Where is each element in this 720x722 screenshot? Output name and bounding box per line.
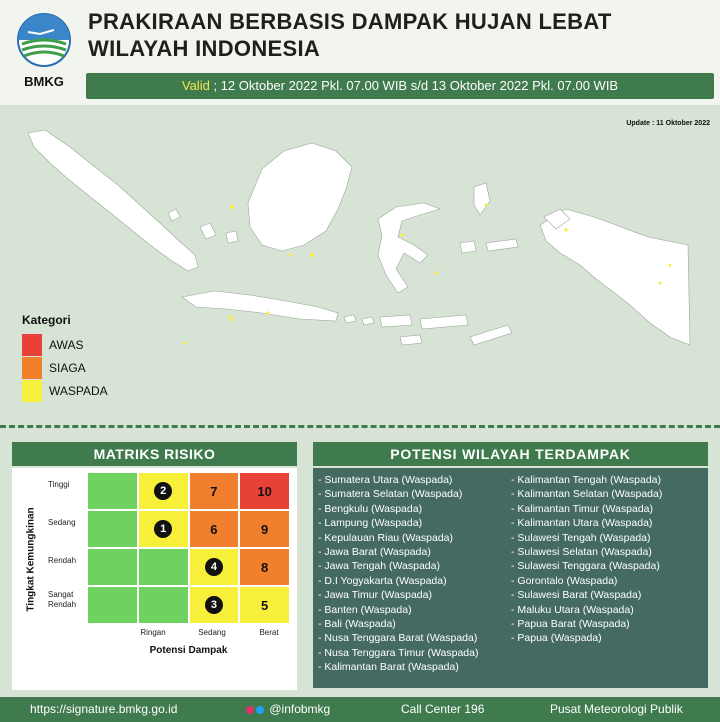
island-bangka — [200, 223, 216, 239]
matrix-cell — [239, 548, 290, 586]
matrix-x-axis-label: Potensi Dampak — [149, 645, 228, 656]
list-item: - Kalimantan Barat (Waspada) — [318, 661, 459, 674]
island-sulawesi — [378, 203, 440, 293]
matrix-cell — [189, 510, 240, 548]
potensi-title: POTENSI WILAYAH TERDAMPAK — [313, 442, 708, 466]
island-bali — [344, 315, 356, 323]
matrix-value: 8 — [261, 559, 269, 575]
list-item: - Papua Barat (Waspada) — [511, 617, 630, 630]
row-label-rendah: Rendah — [48, 556, 77, 565]
matrix-title: MATRIKS RISIKO — [12, 442, 297, 466]
matrix-badge: 1 — [154, 520, 172, 538]
island-sumatra — [28, 130, 198, 271]
matrix-cell — [138, 548, 189, 586]
matrix-value: 6 — [210, 521, 218, 537]
instagram-icon — [246, 706, 254, 714]
footer-social[interactable] — [246, 697, 330, 722]
list-item: - Kepulauan Riau (Waspada) — [318, 531, 454, 544]
list-item: - Gorontalo (Waspada) — [511, 574, 618, 587]
footer — [0, 697, 720, 722]
island-lombok — [362, 317, 374, 325]
matrix-cell — [189, 472, 240, 510]
matrix-cell — [189, 548, 240, 586]
valid-period-text: ; 12 Oktober 2022 Pkl. 07.00 WIB s/d 13 Oktober 2022 Pkl. 07.00 WIB — [209, 78, 619, 93]
list-item: - Sulawesi Barat (Waspada) — [511, 589, 642, 602]
legend-item-siaga — [22, 356, 108, 379]
legend-label-awas: AWAS — [49, 337, 84, 352]
matrix-cell — [87, 472, 138, 510]
potensi-column-2 — [511, 473, 662, 646]
matrix-value: 5 — [261, 597, 269, 613]
row-label-sedang: Sedang — [48, 518, 76, 527]
list-item: - Sulawesi Tengah (Waspada) — [511, 531, 651, 544]
title-line-2: WILAYAH INDONESIA — [88, 36, 321, 61]
section-divider — [0, 425, 720, 429]
list-item: - Kalimantan Selatan (Waspada) — [511, 488, 663, 501]
list-item: - Sulawesi Selatan (Waspada) — [511, 545, 652, 558]
list-item: - Jawa Tengah (Waspada) — [318, 560, 440, 573]
potensi-column-1 — [318, 473, 478, 674]
row-label-tinggi: Tinggi — [48, 480, 70, 489]
update-date: Update : 11 Oktober 2022 — [626, 120, 710, 127]
footer-org: Pusat Meteorologi Publik — [550, 702, 683, 716]
legend-swatch-siaga — [22, 357, 42, 379]
island-belitung — [226, 231, 238, 243]
matrix-cell — [87, 510, 138, 548]
matrix-cell — [239, 472, 290, 510]
list-item: - Kalimantan Tengah (Waspada) — [511, 474, 661, 486]
valid-label: Valid — [181, 78, 210, 93]
island-seram — [486, 239, 518, 251]
island-flores — [420, 315, 468, 329]
logo-text: BMKG — [24, 74, 64, 89]
legend-label-waspada: WASPADA — [49, 383, 108, 398]
matrix-badge: 4 — [205, 558, 223, 576]
list-item: - Nusa Tenggara Barat (Waspada) — [318, 632, 478, 645]
col-label-sedang: Sedang — [198, 628, 226, 637]
matrix-cell — [239, 510, 290, 548]
matrix-value: 9 — [261, 521, 269, 537]
list-item: - Maluku Utara (Waspada) — [511, 603, 634, 616]
island-buru — [460, 241, 476, 253]
island-kalimantan — [248, 143, 352, 251]
legend-label-siaga: SIAGA — [49, 360, 86, 375]
matrix-cell — [239, 586, 290, 624]
list-item: - Jawa Barat (Waspada) — [318, 545, 431, 558]
matrix-cell — [138, 586, 189, 624]
col-label-berat: Berat — [259, 628, 279, 637]
island-sumba — [400, 335, 422, 345]
matrix-value: 7 — [210, 483, 218, 499]
island-java — [182, 291, 338, 321]
list-item: - Sumatera Selatan (Waspada) — [318, 488, 463, 501]
list-item: - Papua (Waspada) — [511, 632, 602, 645]
potensi-list — [313, 468, 708, 688]
title-line-1: PRAKIRAAN BERBASIS DAMPAK HUJAN LEBAT — [88, 9, 612, 34]
list-item: - D.I Yogyakarta (Waspada) — [318, 574, 447, 587]
twitter-icon — [256, 706, 264, 714]
matrix-y-axis-label: Tingkat Kemungkinan — [25, 507, 37, 612]
list-item: - Bali (Waspada) — [318, 617, 396, 630]
bmkg-logo-icon — [10, 12, 78, 74]
matrix-badge: 3 — [205, 596, 223, 614]
list-item: - Sumatera Utara (Waspada) — [318, 474, 453, 486]
list-item: - Jawa Timur (Waspada) — [318, 589, 432, 602]
legend-item-waspada — [22, 379, 108, 402]
footer-callcenter: Call Center 196 — [401, 702, 485, 716]
list-item: - Banten (Waspada) — [318, 603, 412, 616]
bmkg-logo — [10, 12, 78, 92]
island-timor — [470, 325, 512, 345]
map-area — [0, 105, 720, 425]
header — [0, 0, 720, 105]
footer-social-handle: @infobmkg — [269, 702, 331, 716]
legend-item-awas — [22, 333, 108, 356]
list-item: - Nusa Tenggara Timur (Waspada) — [318, 646, 479, 659]
col-label-ringan: Ringan — [140, 628, 166, 637]
footer-website[interactable]: https://signature.bmkg.go.id — [30, 702, 178, 716]
list-item: - Kalimantan Timur (Waspada) — [511, 502, 653, 515]
bottom-section — [0, 432, 720, 697]
island-sumbawa — [380, 315, 412, 327]
risk-matrix — [12, 468, 297, 690]
valid-period-bar — [86, 73, 714, 99]
legend-kategori — [22, 313, 108, 402]
row-label-sangat-rendah: Sangat Rendah — [48, 590, 77, 609]
legend-swatch-awas — [22, 334, 42, 356]
indonesia-map — [0, 105, 720, 425]
list-item: - Bengkulu (Waspada) — [318, 502, 423, 515]
page-title — [88, 8, 708, 62]
matrix-grid — [87, 472, 290, 624]
matrix-cell — [138, 510, 189, 548]
island-papua — [540, 209, 690, 345]
list-item: - Kalimantan Utara (Waspada) — [511, 517, 653, 530]
island-halmahera — [474, 183, 490, 215]
legend-title: Kategori — [22, 313, 71, 327]
matrix-value: 10 — [257, 483, 272, 499]
list-item: - Lampung (Waspada) — [318, 517, 423, 530]
legend-swatch-waspada — [22, 380, 42, 402]
matrix-cell — [87, 548, 138, 586]
matrix-cell — [189, 586, 240, 624]
island-riau — [168, 209, 180, 221]
list-item: - Sulawesi Tenggara (Waspada) — [511, 560, 660, 573]
matrix-cell — [87, 586, 138, 624]
matrix-cell — [138, 472, 189, 510]
matrix-badge: 2 — [154, 482, 172, 500]
